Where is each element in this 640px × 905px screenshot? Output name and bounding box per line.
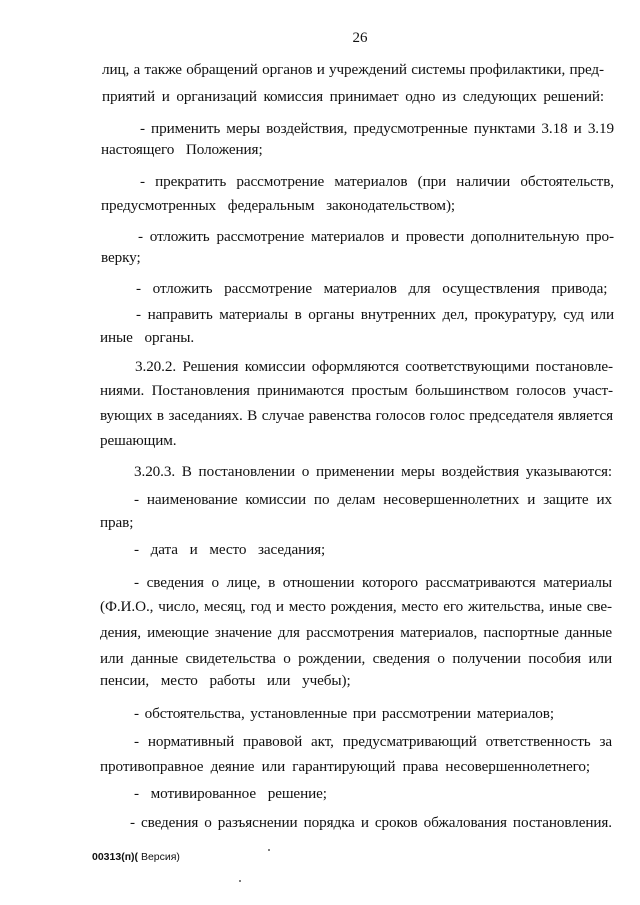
text-line: - мотивированное решение; [134,785,327,802]
text-line: - направить материалы в органы внутренних дел, прокуратуру, суд или [136,306,614,323]
text-line: 3.20.2. Решения комиссии оформляются соответствующими постановле- [135,358,613,375]
text-line: предусмотренных федеральным законодательством); [101,197,456,214]
text-line: иные органы. [100,329,195,346]
text-line: - применить меры воздействия, предусмотренные пунктами 3.18 и 3.19 [140,120,614,137]
text-line: лиц, а также обращений органов и учреждений системы профилактики, пред- [102,61,604,78]
text-line: ниями. Постановления принимаются простым большинством голосов участ- [100,382,613,399]
text-line: 3.20.3. В постановлении о применении меры воздействия указываются: [134,463,612,480]
text-line: приятий и организаций комиссия принимает одно из следующих решений: [102,88,604,105]
text-line: противоправное деяние или гарантирующий права несовершеннолетнего; [100,758,590,775]
text-line: - нормативный правовой акт, предусматривающий ответственность за [134,733,612,750]
footer-code-text: 00313(п)( [92,851,139,863]
text-line: - сведения о лице, в отношении которого рассматриваются материалы [134,574,612,591]
text-line: вующих в заседаниях. В случае равенства голосов голос председателя является [100,407,613,424]
text-line: (Ф.И.О., число, месяц, год и место рождения, место его жительства, иные све- [100,598,612,615]
footer-version-text: Версия) [138,851,180,863]
text-line: - отложить рассмотрение материалов для осуществления привода; [136,280,608,297]
text-line: дения, имеющие значение для рассмотрения материалов, паспортные данные [100,624,612,641]
text-line: - сведения о разъяснении порядка и сроков обжалования постановления. [130,814,612,831]
text-line: верку; [101,249,141,266]
text-line: - отложить рассмотрение материалов и провести дополнительную про- [138,228,614,245]
footer-code [92,851,180,863]
text-line: пенсии, место работы или учебы); [100,672,351,689]
text-line: или данные свидетельства о рождении, сведения о получении пособия или [100,650,612,667]
text-line: настоящего Положения; [101,141,263,158]
text-line: - дата и место заседания; [134,541,326,558]
text-line: - прекратить рассмотрение материалов (при наличии обстоятельств, [140,173,614,190]
page-number: 26 [352,30,368,46]
text-line: прав; [100,514,134,531]
text-line: - обстоятельства, установленные при рассмотрении материалов; [134,705,554,722]
scan-speck [239,880,241,882]
text-line: - наименование комиссии по делам несовершеннолетних и защите их [134,491,612,508]
text-line: решающим. [100,432,177,449]
scan-speck [268,849,270,851]
